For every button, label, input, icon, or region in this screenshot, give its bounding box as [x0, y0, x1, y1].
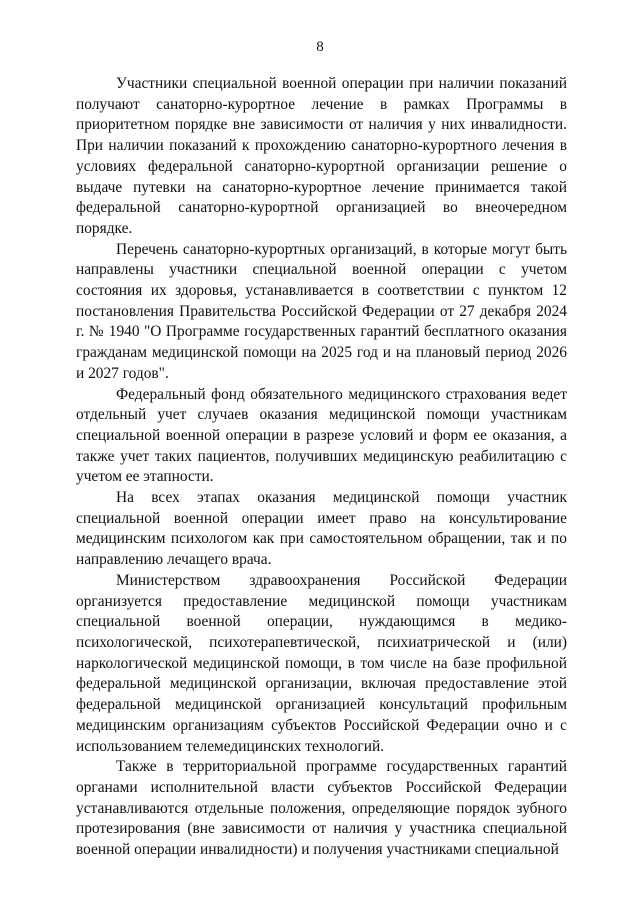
paragraph-oms-fund-accounting: Федеральный фонд обязательного медицинского страхования ведет отдельный учет случаев оказания медицинской помощи участникам специальной военной операции в разрезе условий и форм ее оказания, а также учет таких пациентов, получивших медицинскую реабилитацию с учетом ее этапности. [76, 385, 567, 486]
document-body [76, 74, 567, 861]
paragraph-sanatorium-priority: Участники специальной военной операции при наличии показаний получают санаторно-курортное лечение в рамках Программы в приоритетном порядке вне зависимости от наличия у них инвалидности. При наличии показаний к прохождению санаторно-курортного лечения в условиях федеральной санаторно-курортной организации решение о выдаче путевки на санаторно-курортное лечение принимается такой федеральной санаторно-курортной организацией во внеочередном порядке. [76, 75, 567, 237]
paragraph-ministry-care: Министерством здравоохранения Российской Федерации организуется предоставление медицинской помощи участникам специальной военной операции, нуждающимся в медико-психологической, психотерапевтической, психиатрической и (или) наркологической медицинской помощи, в том числе на базе профильной федеральной медицинской организации, включая предоставление этой федеральной медицинской организацией консультаций профильным медицинским организациям субъектов Российской Федерации очно и с использованием телемедицинских технологий. [76, 571, 567, 755]
paragraph-psychologist-consultation: На всех этапах оказания медицинской помощи участник специальной военной операции имеет право на консультирование медицинским психологом как при самостоятельном обращении, так и по направлению лечащего врача. [76, 489, 567, 569]
page-number: 8 [316, 39, 324, 55]
paragraph-dental-prosthetics: Также в территориальной программе государственных гарантий органами исполнительной власти субъектов Российской Федерации устанавливаются отдельные положения, определяющие порядок зубного протезирования (вне зависимости от наличия у участника специальной военной операции инвалидности) и получения участниками специальной [76, 758, 567, 859]
paragraph-sanatorium-list: Перечень санаторно-курортных организаций, в которые могут быть направлены участники специальной военной операции с учетом состояния их здоровья, устанавливается в соответствии с пунктом 12 постановления Правительства Российской Федерации от 27 декабря 2024 г. № 1940 "О Программе государственных гарантий бесплатного оказания гражданам медицинской помощи на 2025 год и на плановый период 2026 и 2027 годов". [76, 240, 567, 382]
